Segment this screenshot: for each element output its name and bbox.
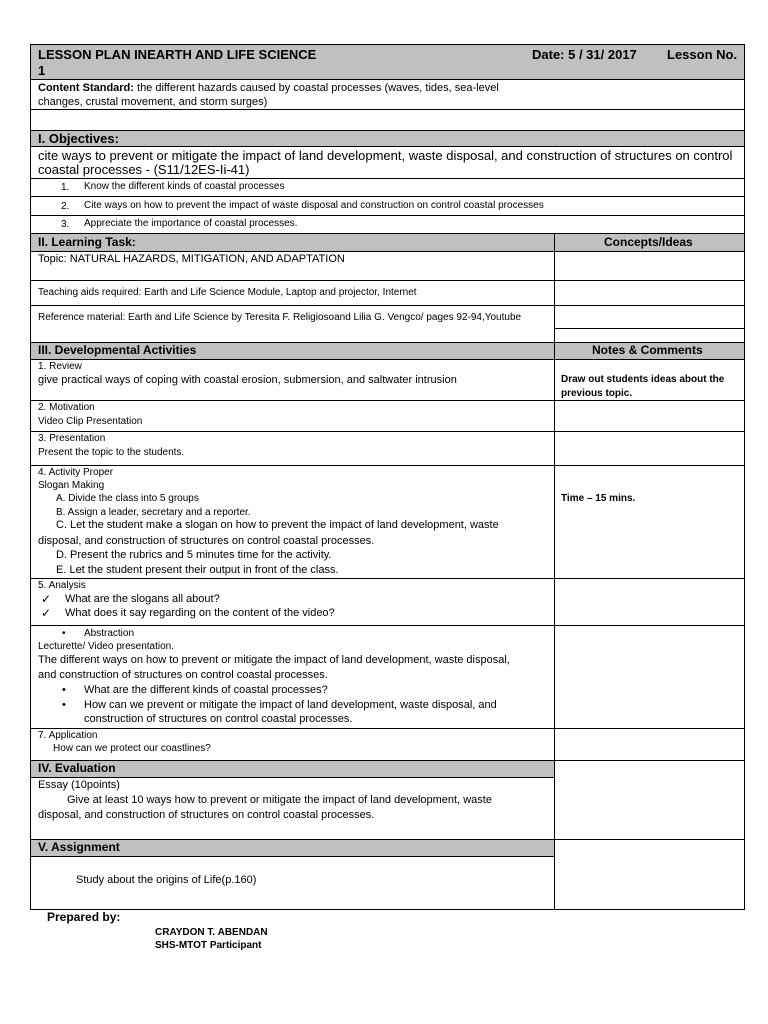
review-text: give practical ways of coping with coastal erosion, submersion, and saltwater intrusion bbox=[38, 374, 457, 386]
abstraction-method: Lecturette/ Video presentation. bbox=[38, 641, 175, 652]
abstraction-label: • Abstraction bbox=[84, 626, 134, 641]
content-standard-line2: changes, crustal movement, and storm surges) bbox=[38, 96, 268, 108]
activity-step-b: B. Assign a leader, secretary and a reporter. bbox=[56, 507, 251, 518]
rule bbox=[30, 130, 745, 131]
prepared-by-label: Prepared by: bbox=[47, 910, 121, 924]
rule bbox=[30, 233, 745, 234]
rule bbox=[30, 578, 745, 579]
rule bbox=[30, 839, 745, 840]
lesson-number-value: 1 bbox=[38, 63, 46, 78]
content-standard-line1 bbox=[38, 81, 499, 96]
objectives-header-band bbox=[30, 131, 744, 146]
table-border-left bbox=[30, 44, 31, 910]
activity-step-c-line1: C. Let the student make a slogan on how to prevent the impact of land development, waste bbox=[56, 519, 499, 531]
evaluation-heading: IV. Evaluation bbox=[38, 761, 116, 775]
rule bbox=[30, 625, 745, 626]
abstraction-question-1: • What are the different kinds of coastal processes? bbox=[84, 683, 328, 698]
objective-2-text: Cite ways on how to prevent the impact of waste disposal and construction on control coastal processes bbox=[84, 200, 544, 211]
review-note-line2: previous topic. bbox=[561, 388, 633, 399]
presentation-text: Present the topic to the students. bbox=[38, 447, 185, 458]
objective-1-number: 1. bbox=[61, 182, 70, 193]
objective-main-line2: coastal processes - (S11/12ES-Ii-41) bbox=[38, 162, 250, 177]
concepts-heading: Concepts/Ideas bbox=[604, 235, 693, 249]
assignment-heading: V. Assignment bbox=[38, 840, 120, 854]
rule bbox=[30, 196, 745, 197]
activity-time-note: Time – 15 mins. bbox=[561, 493, 636, 504]
activity-proper-label: 4. Activity Proper bbox=[38, 467, 114, 478]
motivation-text: Video Clip Presentation bbox=[38, 416, 143, 427]
rule bbox=[30, 305, 745, 306]
application-text: How can we protect our coastlines? bbox=[53, 743, 211, 754]
lesson-number-label: Lesson No. bbox=[667, 47, 738, 62]
abstraction-question-2-line2: construction of structures on control coastal processes. bbox=[84, 713, 353, 725]
rule bbox=[30, 856, 554, 857]
essay-label: Essay (10points) bbox=[38, 779, 120, 791]
column-divider bbox=[554, 233, 555, 910]
objective-main-line1: cite ways to prevent or mitigate the impact of land development, waste disposal, and construction of structures on control bbox=[38, 148, 733, 163]
preparer-role: SHS-MTOT Participant bbox=[155, 940, 262, 951]
table-border-right bbox=[744, 44, 745, 910]
lesson-date: Date: 5 / 31/ 2017 bbox=[532, 47, 637, 62]
motivation-label: 2. Motivation bbox=[38, 402, 95, 413]
assignment-text: Study about the origins of Life(p.160) bbox=[76, 874, 257, 886]
teaching-aids: Teaching aids required: Earth and Life Science Module, Laptop and projector, Internet bbox=[38, 287, 417, 298]
rule bbox=[30, 146, 745, 147]
rule bbox=[30, 760, 745, 761]
table-border-bottom bbox=[30, 909, 745, 910]
analysis-question-2: ✓ What does it say regarding on the content of the video? bbox=[65, 606, 335, 621]
rule bbox=[30, 431, 745, 432]
objectives-heading: I. Objectives: bbox=[38, 131, 119, 146]
presentation-label: 3. Presentation bbox=[38, 433, 106, 444]
rule bbox=[30, 465, 745, 466]
application-label: 7. Application bbox=[38, 730, 98, 741]
activity-step-d: D. Present the rubrics and 5 minutes time for the activity. bbox=[56, 549, 332, 561]
content-standard-label: Content Standard: bbox=[38, 82, 134, 94]
objective-3-text: Appreciate the importance of coastal processes. bbox=[84, 218, 298, 229]
essay-line2: disposal, and construction of structures on control coastal processes. bbox=[38, 809, 375, 821]
rule bbox=[30, 280, 745, 281]
rule bbox=[554, 328, 745, 329]
notes-heading: Notes & Comments bbox=[592, 343, 703, 357]
objective-3-number: 3. bbox=[61, 219, 70, 230]
essay-line1: Give at least 10 ways how to prevent or mitigate the impact of land development, waste bbox=[67, 794, 492, 806]
activity-step-e: E. Let the student present their output in front of the class. bbox=[56, 564, 339, 576]
learning-topic: Topic: NATURAL HAZARDS, MITIGATION, AND ADAPTATION bbox=[38, 253, 345, 265]
review-note-line1: Draw out students ideas about the bbox=[561, 374, 725, 385]
objective-1-text: Know the different kinds of coastal processes bbox=[84, 181, 285, 192]
analysis-question-1: ✓ What are the slogans all about? bbox=[65, 592, 220, 607]
rule bbox=[30, 359, 745, 360]
activity-step-c-line2: disposal, and construction of structures on control coastal processes. bbox=[38, 535, 375, 547]
rule bbox=[30, 400, 745, 401]
activity-title: Slogan Making bbox=[38, 480, 105, 491]
abstraction-line2: and construction of structures on control coastal processes. bbox=[38, 669, 328, 681]
objective-2-number: 2. bbox=[61, 201, 70, 212]
abstraction-line1: The different ways on how to prevent or mitigate the impact of land development, waste disposal, bbox=[38, 654, 510, 666]
learning-task-heading: II. Learning Task: bbox=[38, 235, 136, 249]
preparer-name: CRAYDON T. ABENDAN bbox=[155, 927, 268, 938]
activity-step-a: A. Divide the class into 5 groups bbox=[56, 493, 199, 504]
rule bbox=[30, 79, 745, 80]
activities-heading: III. Developmental Activities bbox=[38, 343, 197, 357]
rule bbox=[30, 728, 745, 729]
table-border-top bbox=[30, 44, 745, 45]
content-standard-text: the different hazards caused by coastal processes (waves, tides, sea-level bbox=[133, 82, 499, 94]
abstraction-question-2-line1: • How can we prevent or mitigate the impact of land development, waste disposal, and bbox=[84, 698, 497, 713]
lesson-title: LESSON PLAN INEARTH AND LIFE SCIENCE bbox=[38, 47, 317, 62]
review-label: 1. Review bbox=[38, 361, 82, 372]
reference-material: Reference material: Earth and Life Science by Teresita F. Religiosoand Lilia G. Vengco/ pages 92-94,Youtube bbox=[38, 312, 522, 323]
analysis-label: 5. Analysis bbox=[38, 580, 86, 591]
